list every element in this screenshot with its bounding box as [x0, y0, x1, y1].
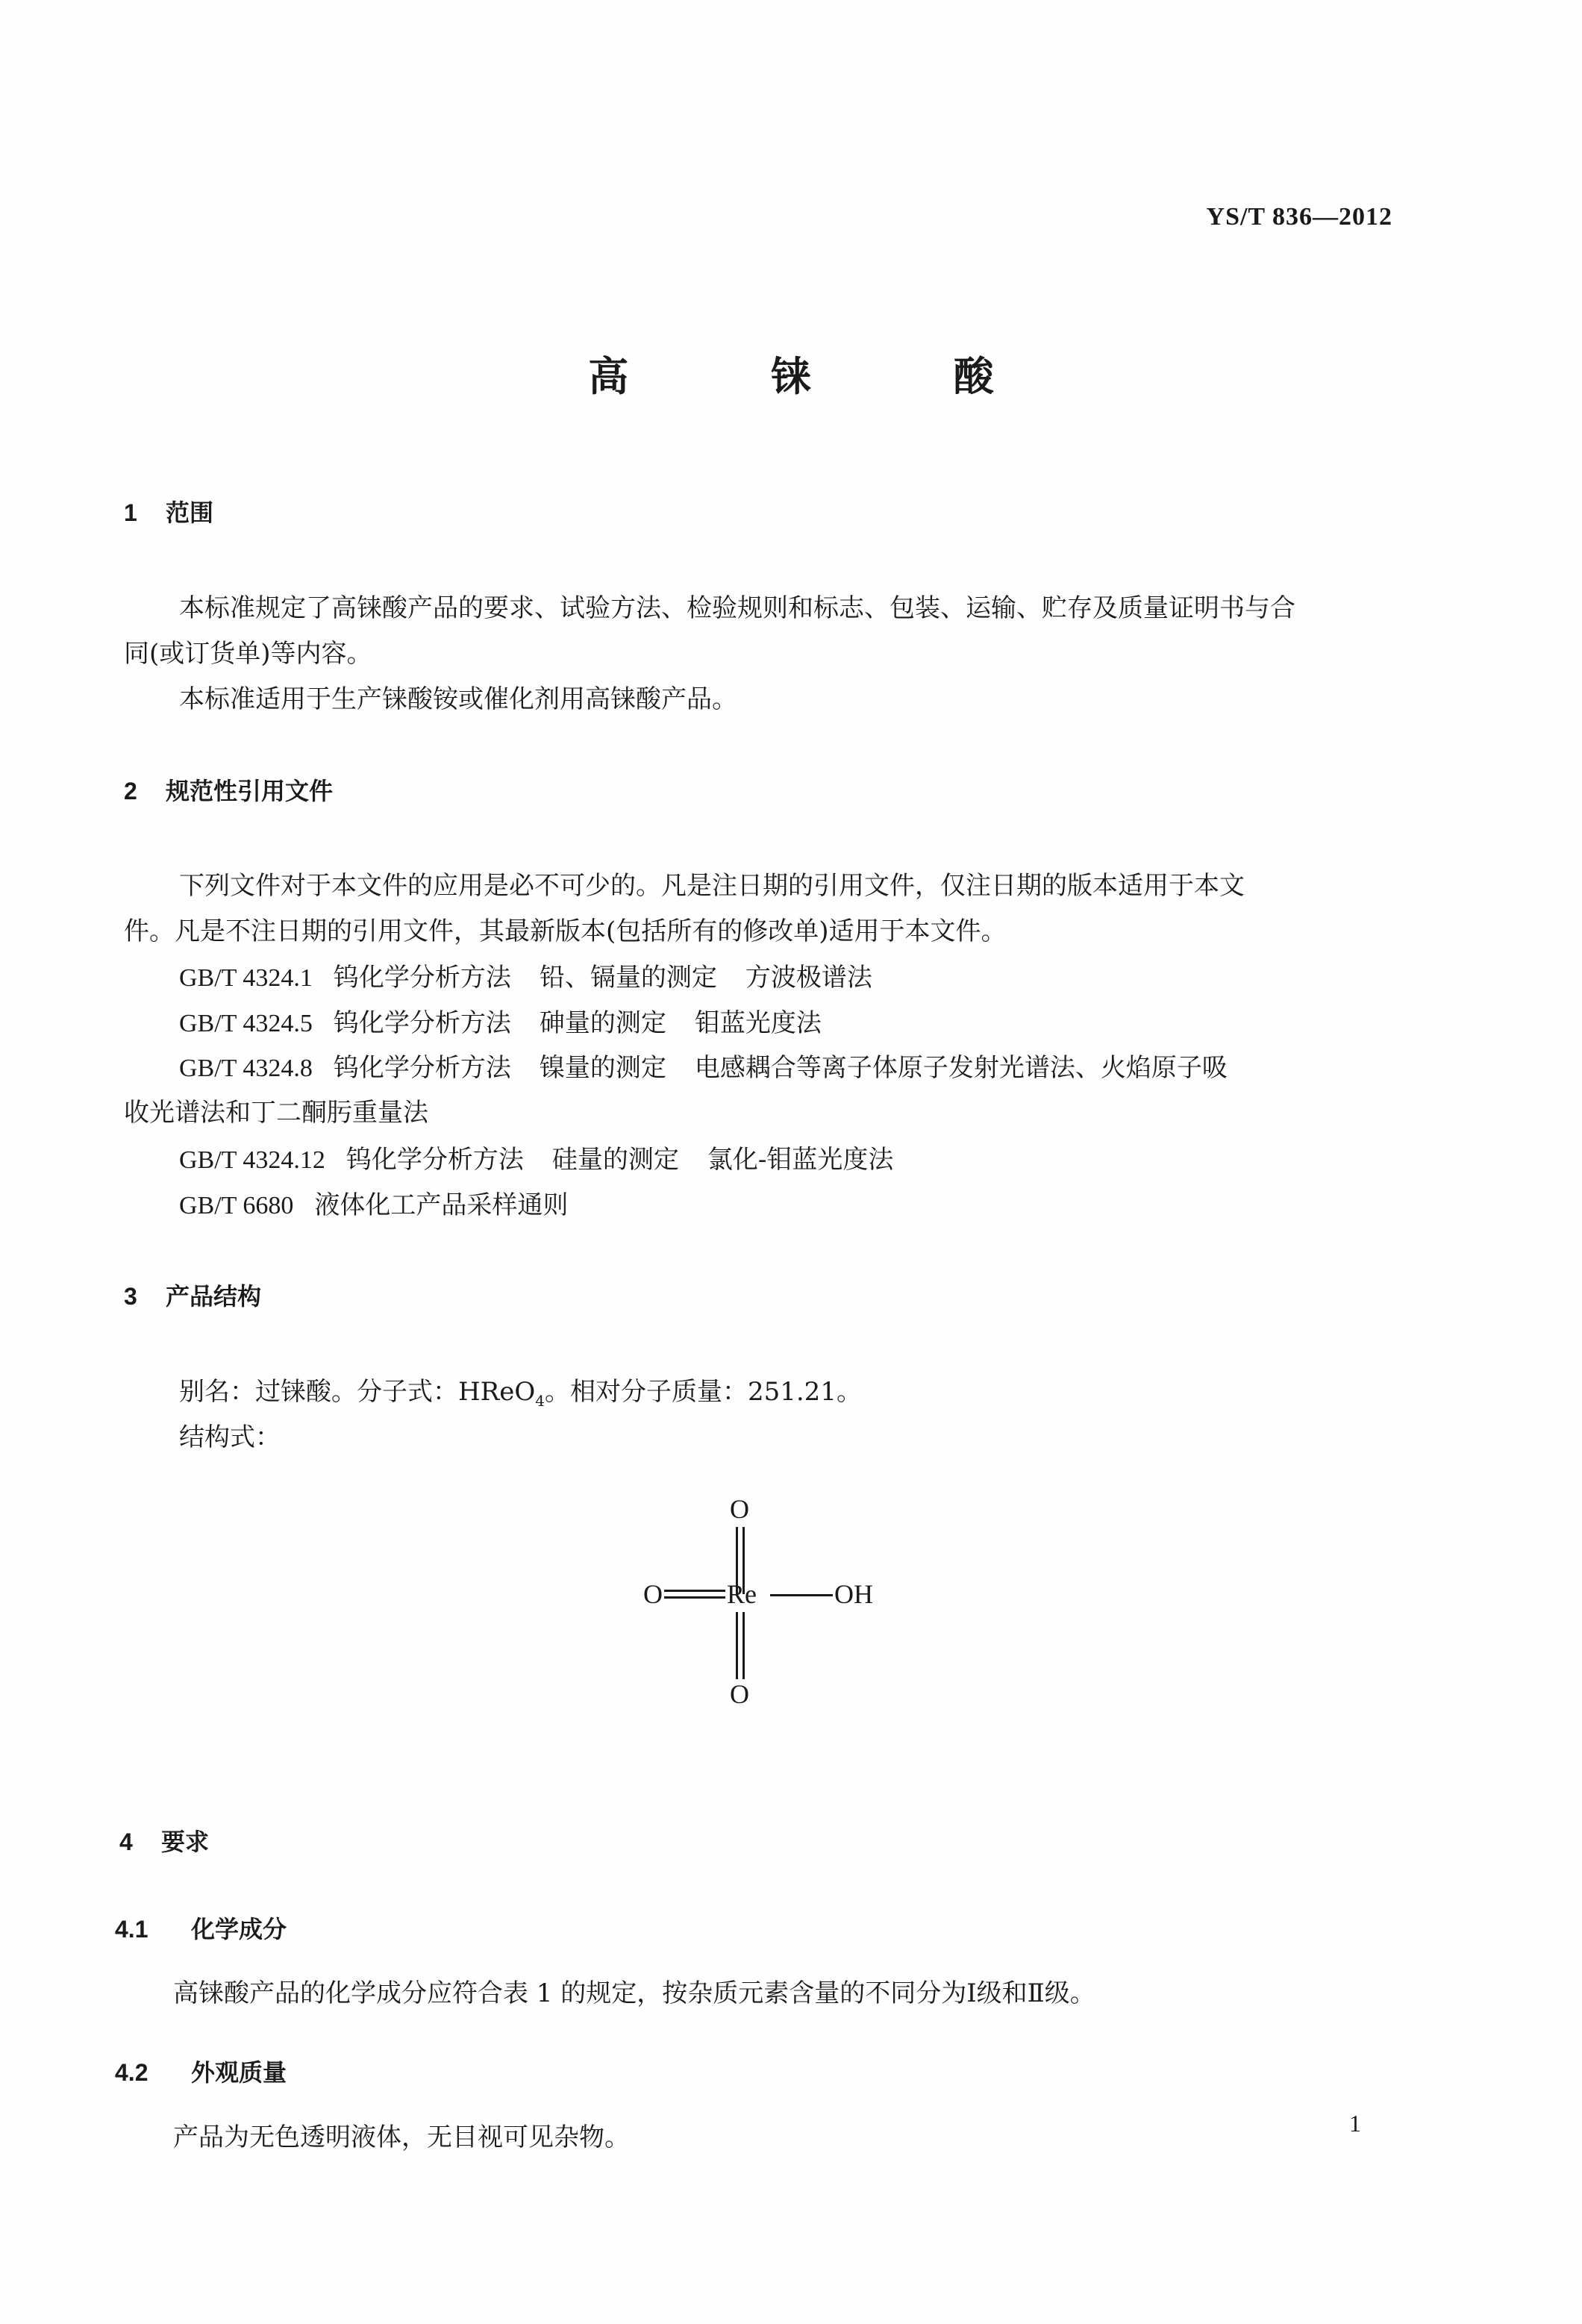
document-title: 高 铼 酸	[588, 353, 1058, 400]
section-1-paragraph-2: 本标准适用于生产铼酸铵或催化剂用高铼酸产品。	[179, 684, 737, 714]
oxygen-bottom: O	[730, 1679, 749, 1709]
section-4-2-text: 产品为无色透明液体，无目视可见杂物。	[173, 2122, 630, 2152]
oxygen-left: O	[643, 1579, 663, 1609]
section-number: 1	[124, 499, 137, 526]
structural-formula	[643, 1494, 897, 1718]
section-4-2-heading	[115, 2054, 287, 2088]
reference-item: GB/T 4324.8 钨化学分析方法 镍量的测定 电感耦合等离子体原子发射光谱法、火焰原子吸	[179, 1053, 1228, 1083]
section-title: 要求	[161, 1828, 210, 1856]
section-2-intro-line-1: 下列文件对于本文件的应用是必不可少的。凡是注日期的引用文件，仅注日期的版本适用于本文	[179, 871, 1245, 901]
section-number: 4.2	[115, 2059, 148, 2086]
section-2-heading	[124, 772, 333, 807]
oxygen-top: O	[730, 1494, 749, 1524]
section-number: 4	[119, 1828, 133, 1855]
reference-item: GB/T 6680 液体化工产品采样通则	[179, 1190, 569, 1220]
section-title: 范围	[166, 499, 214, 527]
page-number: 1	[1349, 2110, 1361, 2137]
section-number: 2	[124, 778, 137, 805]
section-1-heading	[124, 494, 213, 528]
double-bond-left-upper	[664, 1590, 725, 1592]
section-title: 外观质量	[191, 2058, 287, 2087]
section-2-intro-line-2: 件。凡是不注日期的引用文件，其最新版本(包括所有的修改单)适用于本文件。	[124, 916, 1007, 946]
rhenium-atom: Re	[727, 1579, 757, 1609]
section-number: 3	[124, 1283, 137, 1310]
section-4-1-heading	[115, 1911, 287, 1945]
single-bond-right	[770, 1594, 833, 1596]
reference-item: GB/T 4324.12 钨化学分析方法 硅量的测定 氯化-钼蓝光度法	[179, 1145, 894, 1175]
double-bond-bottom-left	[736, 1612, 738, 1679]
product-alias-formula-line: 别名：过铼酸。分子式：HReO$_4$。相对分子质量：251.21。	[179, 1377, 862, 1410]
section-4-1-text: 高铼酸产品的化学成分应符合表 1 的规定，按杂质元素含量的不同分为Ⅰ级和Ⅱ级。	[173, 1978, 1095, 2008]
reference-item: GB/T 4324.5 钨化学分析方法 砷量的测定 钼蓝光度法	[179, 1008, 822, 1038]
section-title: 规范性引用文件	[166, 777, 334, 805]
section-number: 4.1	[115, 1916, 148, 1943]
standard-number: YS/T 836—2012	[1206, 203, 1392, 231]
reference-item-continuation: 收光谱法和丁二酮肟重量法	[124, 1098, 428, 1128]
hydroxyl-group: OH	[834, 1579, 873, 1609]
double-bond-bottom-right	[742, 1612, 745, 1679]
reference-item: GB/T 4324.1 钨化学分析方法 铅、镉量的测定 方波极谱法	[179, 963, 872, 993]
section-title: 产品结构	[166, 1282, 262, 1311]
section-title: 化学成分	[191, 1915, 287, 1943]
section-1-paragraph-1-line-1: 本标准规定了高铼酸产品的要求、试验方法、检验规则和标志、包装、运输、贮存及质量证明书与合	[179, 593, 1295, 623]
section-4-heading	[119, 1823, 209, 1858]
section-1-paragraph-1-line-2: 同(或订货单)等内容。	[124, 639, 372, 669]
section-3-heading	[124, 1278, 261, 1312]
structural-formula-label: 结构式：	[179, 1422, 281, 1452]
double-bond-left-lower	[664, 1596, 725, 1599]
